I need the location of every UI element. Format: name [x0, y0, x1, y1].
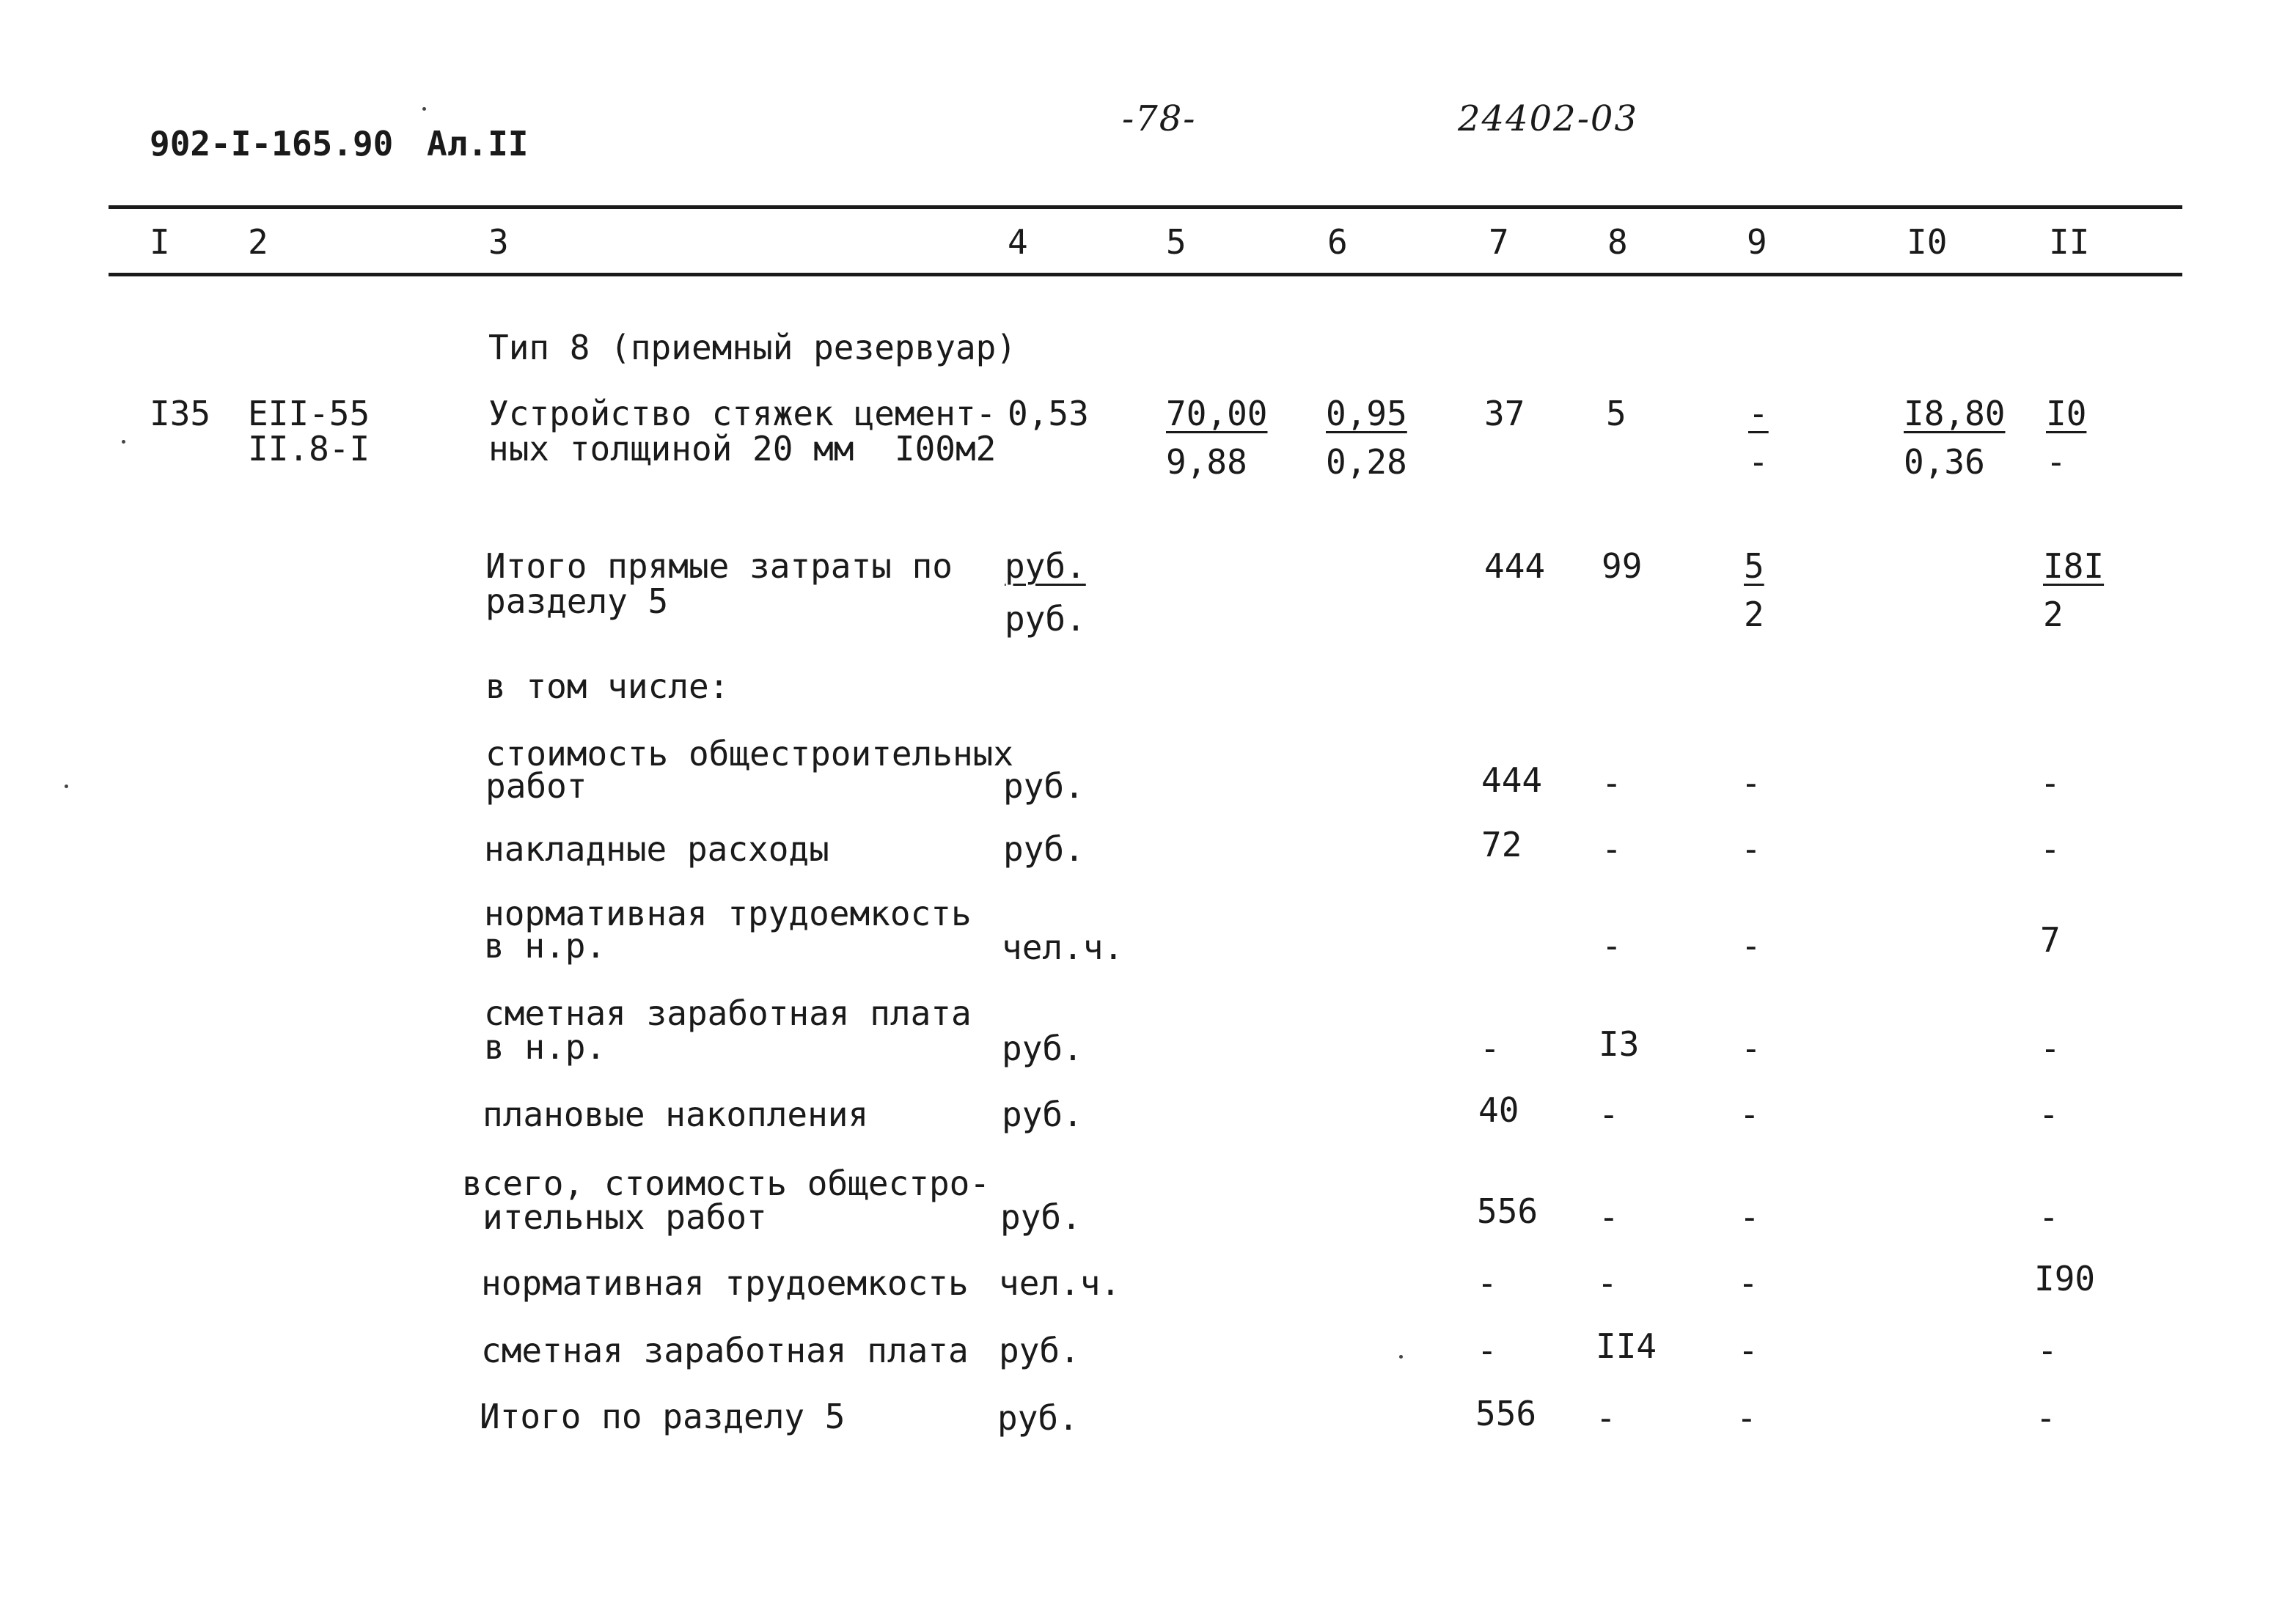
item-code-line2: II.8-I — [248, 429, 370, 469]
section-title: Тип 8 (приемный резервуар) — [488, 328, 1017, 367]
column-number-3: 3 — [488, 222, 509, 262]
column-number-9: 9 — [1747, 222, 1767, 262]
row-c7: - — [1480, 1029, 1500, 1068]
item-c6-top: 0,95 — [1326, 394, 1407, 433]
row-unit: руб. — [1002, 1029, 1083, 1068]
row-label-line1: нормативная трудоемкость — [481, 1263, 969, 1303]
row-c8: - — [1602, 926, 1622, 966]
item-c5-bottom: 9,88 — [1166, 442, 1247, 482]
column-number-6: 6 — [1327, 222, 1348, 262]
direct-costs-unit-bottom: руб. — [1005, 599, 1086, 639]
including-label: в том числе: — [485, 666, 730, 706]
row-c7: 72 — [1481, 825, 1522, 864]
row-c7: 556 — [1475, 1394, 1537, 1433]
item-description-line1: Устройство стяжек цемент- — [488, 394, 997, 433]
row-c7: 444 — [1481, 760, 1543, 800]
item-c5-top: 70,00 — [1166, 394, 1268, 433]
row-label-line1: плановые накопления — [483, 1095, 869, 1134]
row-c8: - — [1602, 829, 1622, 869]
row-label-line1: всего, стоимость общестро- — [462, 1164, 991, 1203]
scan-speck — [65, 785, 68, 788]
row-c9: - — [1741, 763, 1761, 803]
row-unit: руб. — [1000, 1197, 1082, 1237]
column-number-8: 8 — [1607, 222, 1628, 262]
direct-costs-label-line1: Итого прямые затраты по — [485, 546, 953, 586]
row-c8: - — [1596, 1398, 1616, 1438]
direct-costs-c9-top: 5 — [1744, 546, 1764, 586]
row-c9: - — [1741, 1029, 1761, 1068]
row-unit: руб. — [999, 1331, 1080, 1370]
direct-costs-unit-top: руб. — [1005, 546, 1086, 586]
row-c7: 556 — [1477, 1191, 1538, 1231]
row-c11: - — [2037, 1331, 2058, 1370]
reference-number: 24402-03 — [1458, 98, 1638, 139]
row-label-line1: накладные расходы — [484, 829, 829, 869]
column-number-10: I0 — [1907, 222, 1948, 262]
item-number: I35 — [150, 394, 211, 433]
row-label-line2: ительных работ — [483, 1197, 767, 1237]
row-unit: руб. — [1002, 1095, 1083, 1134]
row-c9: - — [1741, 926, 1761, 966]
row-c11: 7 — [2040, 920, 2061, 960]
row-c11: - — [2040, 763, 2061, 803]
scan-speck — [1399, 1355, 1403, 1359]
row-c11: I90 — [2034, 1259, 2096, 1298]
page-number: -78- — [1122, 98, 1197, 139]
item-c6-bottom: 0,28 — [1326, 442, 1407, 482]
row-c7: 40 — [1478, 1090, 1519, 1130]
item-c9-top: - — [1748, 394, 1769, 433]
column-number-1: I — [150, 222, 170, 262]
row-c9: - — [1741, 829, 1761, 869]
row-c7: - — [1477, 1331, 1497, 1370]
item-c10-top: I8,80 — [1904, 394, 2006, 433]
scan-speck — [122, 440, 125, 444]
direct-costs-c11-top: I8I — [2043, 546, 2105, 586]
row-c8: II4 — [1596, 1326, 1657, 1366]
column-number-7: 7 — [1489, 222, 1509, 262]
header-top-rule — [109, 205, 2182, 209]
direct-costs-c9-bottom: 2 — [1744, 595, 1764, 634]
row-c8: - — [1602, 763, 1622, 803]
row-c8: - — [1599, 1197, 1619, 1237]
row-unit: руб. — [1003, 766, 1085, 806]
item-c11-top: I0 — [2046, 394, 2087, 433]
row-label-line1: нормативная трудоемкость — [484, 894, 972, 933]
item-c10-bottom: 0,36 — [1904, 442, 1985, 482]
row-label-line1: Итого по разделу 5 — [480, 1397, 846, 1436]
row-label-line2: работ — [485, 766, 587, 806]
row-label-line2: в н.р. — [484, 1027, 606, 1067]
item-c8: 5 — [1606, 394, 1626, 433]
document-code: 902-I-165.90 — [150, 124, 394, 163]
direct-costs-c7: 444 — [1484, 546, 1546, 586]
column-number-2: 2 — [248, 222, 268, 262]
row-unit: чел.ч. — [999, 1263, 1121, 1303]
row-c8: - — [1599, 1095, 1619, 1134]
item-c9-bottom: - — [1748, 442, 1769, 482]
row-c9: - — [1738, 1331, 1758, 1370]
direct-costs-c8: 99 — [1602, 546, 1643, 586]
row-c8: - — [1597, 1263, 1618, 1303]
row-c11: - — [2039, 1197, 2059, 1237]
column-number-11: II — [2049, 222, 2090, 262]
item-c7: 37 — [1484, 394, 1525, 433]
row-unit: руб. — [997, 1398, 1079, 1438]
direct-costs-label-line2: разделу 5 — [485, 581, 669, 621]
item-description-line2: ных толщиной 20 мм I00м2 — [488, 429, 997, 469]
row-c9: - — [1738, 1263, 1758, 1303]
row-c11: - — [2040, 1029, 2061, 1068]
row-unit: чел.ч. — [1002, 927, 1124, 967]
row-label-line1: сметная заработная плата — [481, 1331, 969, 1370]
row-label-line1: сметная заработная плата — [484, 993, 972, 1033]
item-c11-bottom: - — [2046, 442, 2066, 482]
row-c11: - — [2036, 1398, 2056, 1438]
row-c7: - — [1477, 1263, 1497, 1303]
row-label-line2: в н.р. — [484, 926, 606, 966]
row-c9: - — [1739, 1095, 1760, 1134]
item-quantity: 0,53 — [1008, 394, 1089, 433]
row-c11: - — [2040, 829, 2061, 869]
row-c9: - — [1736, 1398, 1757, 1438]
column-number-4: 4 — [1008, 222, 1028, 262]
row-unit: руб. — [1003, 829, 1085, 869]
item-code-line1: ЕII-55 — [248, 394, 370, 433]
album-label: Ал.II — [427, 124, 529, 163]
row-c11: - — [2039, 1095, 2059, 1134]
scan-speck — [422, 107, 426, 111]
row-label-line1: стоимость общестроительных — [485, 734, 1014, 774]
column-number-5: 5 — [1166, 222, 1186, 262]
direct-costs-c11-bottom: 2 — [2043, 595, 2064, 634]
row-c9: - — [1739, 1197, 1760, 1237]
row-c8: I3 — [1599, 1024, 1640, 1064]
header-bottom-rule — [109, 273, 2182, 276]
